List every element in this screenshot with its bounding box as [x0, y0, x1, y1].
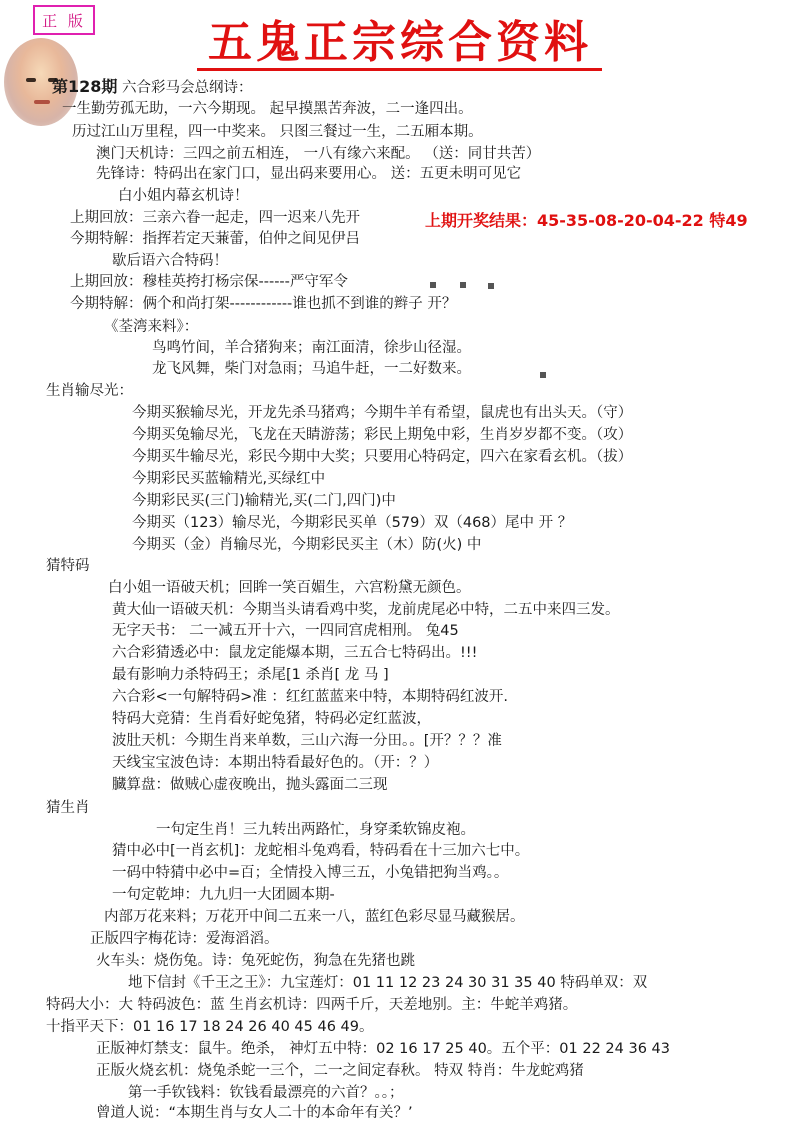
avatar-eye-left [26, 78, 36, 82]
text-line: 今期买猴输尽光，开龙先杀马猪鸡；今期牛羊有希望，鼠虎也有出头天。（守） [132, 405, 633, 421]
text-line: 六合彩猜透必中：鼠龙定能爆本期，三五合七特码出。!!! [112, 645, 478, 661]
text-line: 今期特解：俩个和尚打架------------谁也抓不到谁的辫子 开？ [70, 296, 457, 312]
text-line: 今期特解：指挥若定天蒹蕾，伯仲之间见伊吕 [70, 231, 360, 247]
text-line: 鸟鸣竹间，羊合猪狗来；南江面清，徐步山径湿。 [152, 340, 471, 356]
text-line: 一码中特猜中必中=百；全情投入博三五，小兔错把狗当鸡。。 [112, 865, 509, 881]
scan-artifact [488, 283, 494, 289]
text-line: 今期彩民买蓝输精光,买绿红中 [132, 471, 326, 487]
scan-artifact [430, 282, 436, 288]
scan-artifact [460, 282, 466, 288]
text-line: 今期彩民买(三门)输精光,买(二门,四门)中 [132, 493, 396, 509]
text-line: 歇后语六合特码！ [112, 253, 228, 269]
text-line: 十指平天下：01 16 17 18 24 26 40 45 46 49。 [46, 1019, 374, 1035]
text-line: 先锋诗：特码出在家门口，显出码来要用心。 送：五更未明可见它 [96, 166, 522, 182]
issue-line [52, 78, 253, 97]
text-line: 波肚天机：今期生肖来单数，三山六海一分田。。[开？？？准 [112, 733, 502, 749]
text-line: 特码大竞猜：生肖看好蛇兔猪，特码必定红蓝波， [112, 711, 431, 727]
text-line: 上期回放：三亲六眷一起走，四一迟来八先开 [70, 210, 360, 226]
text-line: 正版火烧玄机：烧兔杀蛇一三个，二一之间定春秋。 特双 特肖：牛龙蛇鸡猪 [96, 1063, 584, 1079]
text-line: 内部万花来料；万花开中间二五来一八，蓝红色彩尽显马藏猴居。 [104, 909, 525, 925]
text-line: 地下信封《千王之王》：九宝莲灯：01 11 12 23 24 30 31 35 40 特码单双：双 [128, 975, 648, 991]
text-line: 今期买（123）输尽光，今期彩民买单（579）双（468）尾中 开 ？ [132, 515, 573, 531]
text-line: 一句定乾坤：九九归一大团圆本期- [112, 887, 335, 903]
text-line: 猜中必中[一肖玄机]：龙蛇相斗兔鸡看，特码看在十三加六七中。 [112, 843, 530, 859]
text-line: 上期回放：穆桂英挎打杨宗保------严守军令 [70, 274, 348, 290]
text-line: 特码大小：大 特码波色：蓝 生肖玄机诗：四两千斤，天差地别。主：牛蛇羊鸡猪。 [46, 997, 578, 1013]
title-underline [197, 68, 602, 71]
stamp-badge: 正 版 [33, 5, 95, 35]
issue-caption: 六合彩马会总纲诗： [122, 80, 253, 96]
text-line: 一句定生肖！三九转出两路忙，身穿柔软锦皮袍。 [156, 822, 475, 838]
page-title: 五鬼正宗综合资料 [208, 17, 592, 68]
issue-number: 第128期 [52, 77, 118, 96]
text-line: 今期买牛输尽光，彩民今期中大奖；只要用心特码定，四六在家看玄机。（拔） [132, 449, 633, 465]
avatar-mouth [34, 100, 50, 104]
scan-artifact [540, 372, 546, 378]
text-line: 今期买兔输尽光，飞龙在天睛游荡；彩民上期兔中彩，生肖岁岁都不变。（攻） [132, 427, 633, 443]
text-line: 正版神灯禁支：鼠牛。绝杀， 神灯五中特：02 16 17 25 40。五个平：01 22 24 36 43 [96, 1041, 670, 1057]
text-line: 黄大仙一语破天机：今期当头请看鸡中奖，龙前虎尾必中特，二五中来四三发。 [112, 602, 620, 618]
text-line: 澳门天机诗：三四之前五相连， 一八有缘六来配。 （送：同甘共苦） [96, 146, 541, 162]
text-line: 一生勤劳孤无助，一六今期现。 起早摸黑苦奔波，二一逢四出。 [62, 101, 473, 117]
text-line: 白小姐一语破天机；回眸一笑百媚生，六宫粉黛无颜色。 [108, 580, 471, 596]
text-line: 六合彩<一句解特码>准 ：红红蓝蓝来中特，本期特码红波开. [112, 689, 509, 705]
text-line: 《荃湾来料》： [104, 319, 199, 335]
section-heading: 猜生肖 [46, 800, 90, 816]
text-line: 火车头：烧伤兔。诗：兔死蛇伤，狗急在先猪也跳 [96, 953, 415, 969]
section-heading: 猜特码 [46, 558, 90, 574]
text-line: 天线宝宝波色诗：本期出特看最好色的。（开：？） [112, 755, 439, 771]
text-line: 今期买（金）肖输尽光，今期彩民买主（木）防(火) 中 [132, 537, 482, 553]
section-heading: 生肖输尽光： [46, 383, 133, 399]
text-line: 历过江山万里程，四一中奖来。 只图三餐过一生，二五厢本期。 [72, 124, 483, 140]
text-line: 臓算盘：做贼心虚夜晚出，抛头露面二三现 [112, 777, 388, 793]
text-line: 正版四字梅花诗：爱海滔滔。 [90, 931, 279, 947]
text-line: 龙飞风舞，柴门对急雨；马追牛赶，一二好数来。 [152, 361, 471, 377]
last-draw-result: 上期开奖结果：45-35-08-20-04-22 特49 [425, 211, 748, 230]
text-line: 无字天书： 二一减五开十六，一四同宫虎相刑。 兔45 [112, 623, 459, 639]
text-line: 白小姐内幕玄机诗！ [118, 188, 249, 204]
text-line: 第一手钦钱料：钦钱看最漂亮的六首？。。； [128, 1085, 404, 1101]
text-line: 曾道人说：“本期生肖与女人二十的本命年有关？’ [96, 1105, 413, 1121]
text-line: 最有影响力杀特码王；杀尾[1 杀肖[ 龙 马 ] [112, 667, 389, 683]
